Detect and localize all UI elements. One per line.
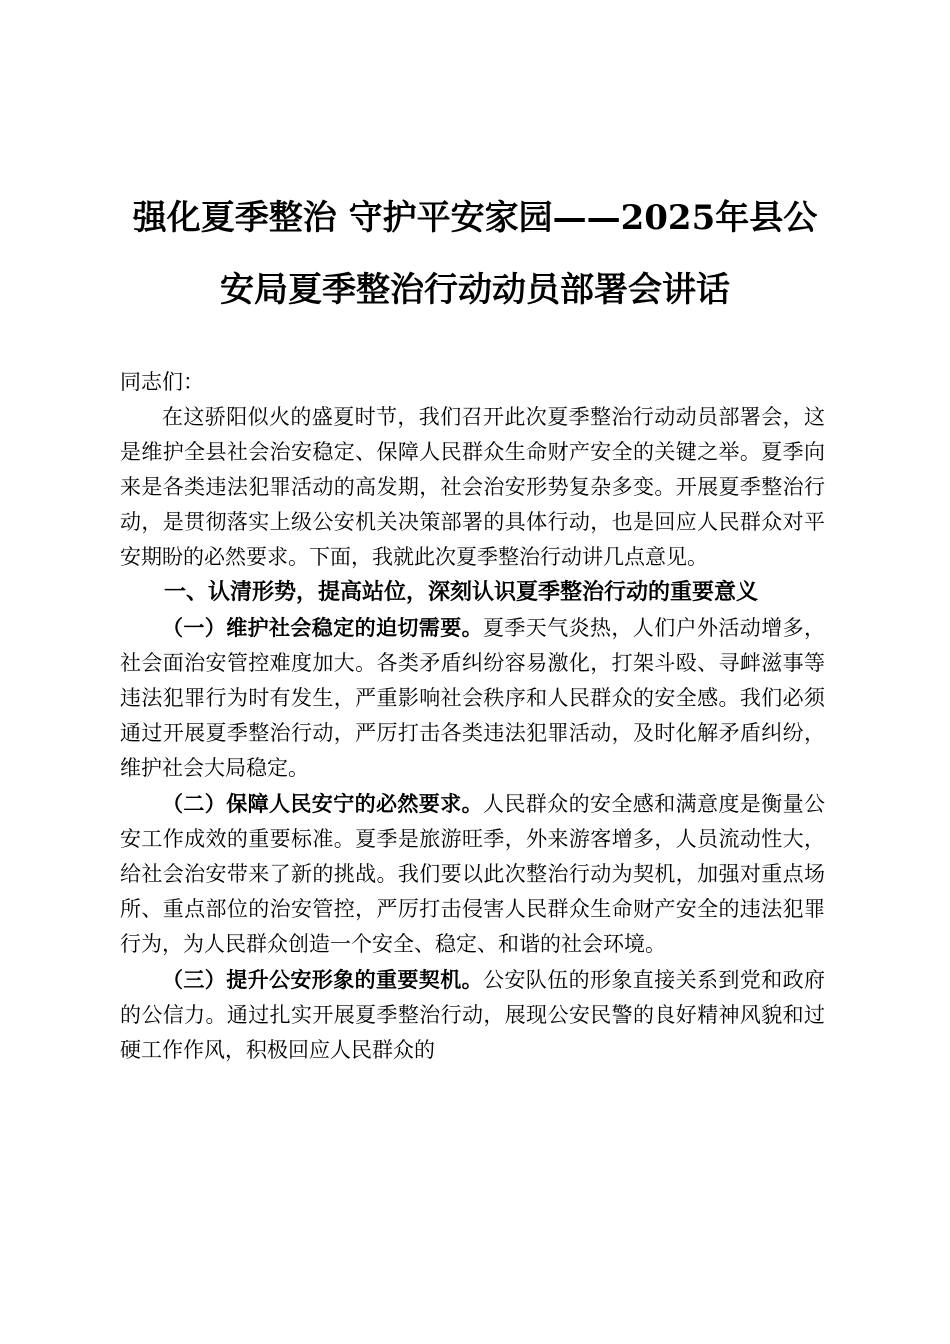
point-2-paragraph bbox=[120, 786, 825, 962]
point-2-lead: （二）保障人民安宁的必然要求。 bbox=[162, 791, 483, 816]
point-1-lead: （一）维护社会稳定的迫切需要。 bbox=[162, 615, 483, 640]
document-title-line-1: 强化夏季整治 守护平安家园——2025年县公 bbox=[132, 198, 818, 238]
document-body bbox=[120, 365, 825, 1068]
intro-paragraph: 在这骄阳似火的盛夏时节，我们召开此次夏季整治行动动员部署会，这是维护全县社会治安稳定、保障人民群众生命财产安全的关键之举。夏季向来是各类违法犯罪活动的高发期，社会治安形势复杂多变。开展夏季整治行动，是贯彻落实上级公安机关决策部署的具体行动，也是回应人民群众对平安期盼的必然要求。下面，我就此次夏季整治行动讲几点意见。 bbox=[120, 405, 825, 569]
section-1-heading: 一、认清形势，提高站位，深刻认识夏季整治行动的重要意义 bbox=[164, 580, 759, 605]
document-title-line-2: 安局夏季整治行动动员部署会讲话 bbox=[220, 270, 730, 310]
point-1-paragraph bbox=[120, 610, 825, 786]
point-3-lead: （三）提升公安形象的重要契机。 bbox=[162, 967, 483, 992]
point-1-text: 夏季天气炎热，人们户外活动增多，社会面治安管控难度加大。各类矛盾纠纷容易激化，打架斗殴、寻衅滋事等违法犯罪行为时有发生，严重影响社会秩序和人民群众的安全感。我们必须通过开展夏季整治行动，严厉打击各类违法犯罪活动，及时化解矛盾纠纷，维护社会大局稳定。 bbox=[120, 616, 825, 780]
point-2-text: 人民群众的安全感和满意度是衡量公安工作成效的重要标准。夏季是旅游旺季，外来游客增多，人员流动性大，给社会治安带来了新的挑战。我们要以此次整治行动为契机，加强对重点场所、重点部位的治安管控，严厉打击侵害人民群众生命财产安全的违法犯罪行为，为人民群众创造一个安全、稳定、和谐的社会环境。 bbox=[120, 792, 825, 956]
point-3-paragraph bbox=[120, 962, 825, 1068]
salutation: 同志们： bbox=[120, 370, 204, 394]
point-3-text: 公安队伍的形象直接关系到党和政府的公信力。通过扎实开展夏季整治行动，展现公安民警的良好精神风貌和过硬工作作风，积极回应人民群众的 bbox=[120, 968, 825, 1062]
